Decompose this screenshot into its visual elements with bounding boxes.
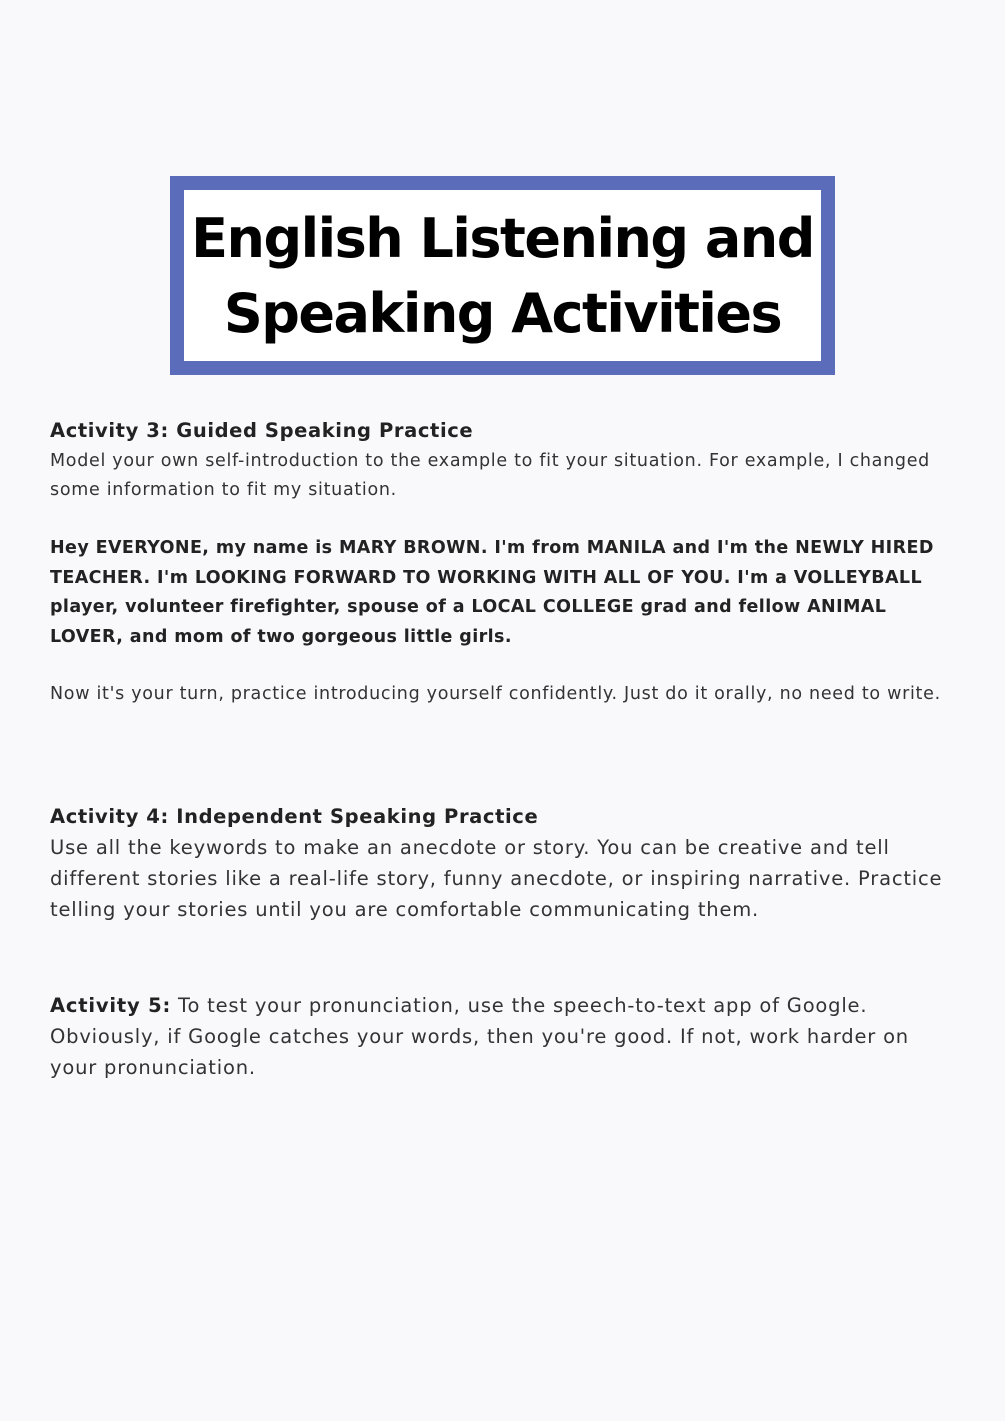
activity-3-heading: Activity 3: Guided Speaking Practice [50,419,474,442]
title-box [170,176,835,375]
activity-3-example: Hey EVERYONE, my name is MARY BROWN. I'm from MANILA and I'm the NEWLY HIRED TEACHER. I'm LOOKING FORWARD TO WORKING WITH ALL OF YOU. I'm a VOLLEYBALL player, volunteer firefighter, spouse of a LOCAL COLLEGE grad and fellow ANIMAL LOVER, and mom of two gorgeous little girls. [50,538,934,647]
activity-3-instruction: Now it's your turn, practice introducing yourself confidently. Just do it orally, no need to write. [50,684,941,704]
activity-4-heading: Activity 4: Independent Speaking Practice [50,805,539,828]
activity-5-paragraph [50,990,950,1083]
title-line-1: English Listening and [191,206,814,270]
activity-3-intro: Model your own self-introduction to the example to fit your situation. For example, I changed some information to fit my situation. [50,451,930,500]
activity-4-body: Use all the keywords to make an anecdote or story. You can be creative and tell different stories like a real-life story, funny anecdote, or inspiring narrative. Practice telling your stories until you are comfortable communicating them. [50,836,943,921]
activity-5-label: Activity 5: [50,994,172,1017]
title-line-2: Speaking Activities [223,281,782,345]
activity-5-body: To test your pronunciation, use the speech-to-text app of Google. Obviously, if Google catches your words, then you're good. If not, work harder on your pronunciation. [50,994,909,1079]
document-title [187,201,818,351]
